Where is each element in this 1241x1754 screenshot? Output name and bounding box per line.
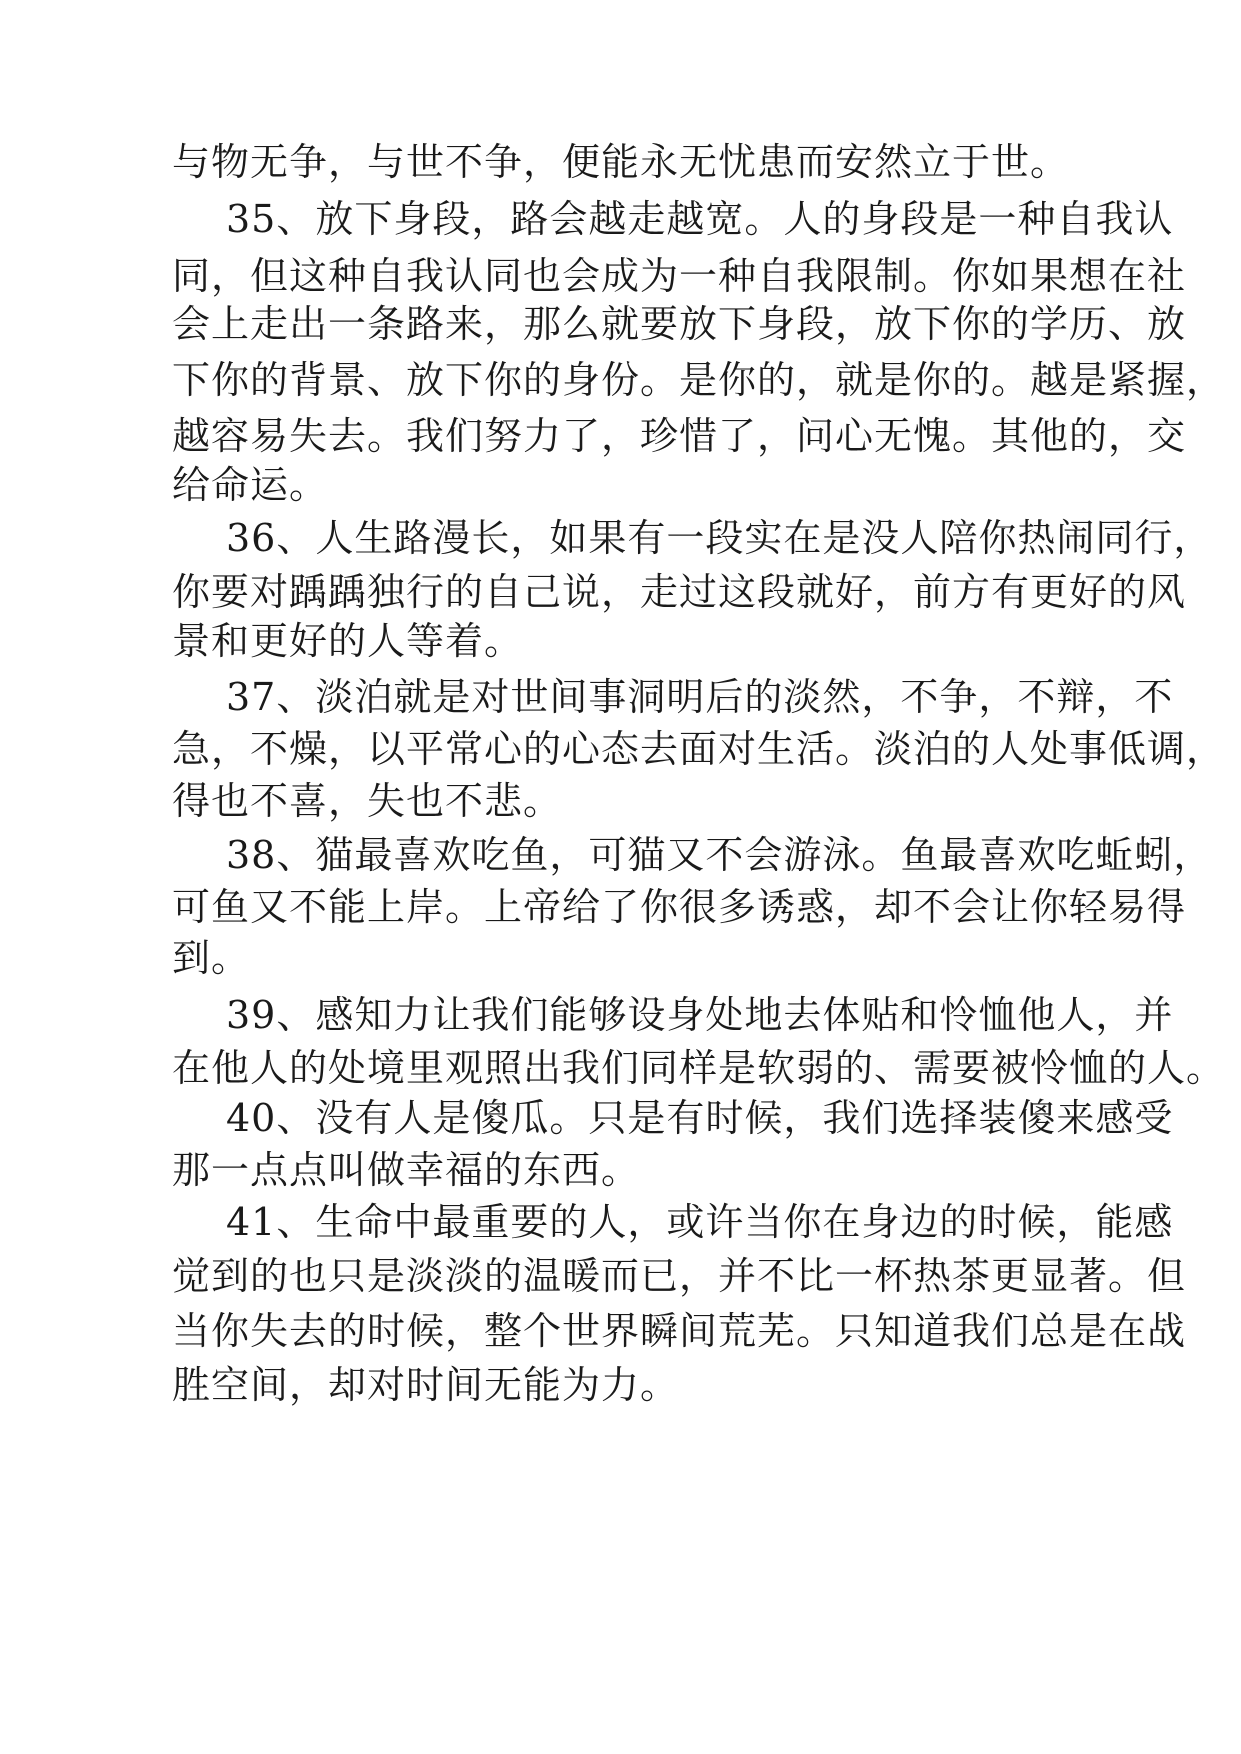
paragraph-first-line: 36、人生路漫长，如果有一段实在是没人陪你热闹同行， xyxy=(226,516,1213,560)
paragraph-first-line: 38、猫最喜欢吃鱼，可猫又不会游泳。鱼最喜欢吃蚯蚓， xyxy=(226,833,1213,877)
text-line: 到。 xyxy=(172,936,251,980)
paragraph-first-line: 35、放下身段，路会越走越宽。人的身段是一种自我认 xyxy=(226,197,1174,241)
text-line: 越容易失去。我们努力了，珍惜了，问心无愧。其他的，交 xyxy=(172,414,1187,458)
text-line: 给命运。 xyxy=(172,463,329,507)
text-line: 下你的背景、放下你的身份。是你的，就是你的。越是紧握， xyxy=(172,358,1226,402)
text-line: 景和更好的人等着。 xyxy=(172,619,524,663)
text-line: 急，不燥，以平常心的心态去面对生活。淡泊的人处事低调， xyxy=(172,727,1226,771)
text-line: 当你失去的时候，整个世界瞬间荒芜。只知道我们总是在战 xyxy=(172,1309,1187,1353)
paragraph-first-line: 41、生命中最重要的人，或许当你在身边的时候，能感 xyxy=(226,1200,1174,1244)
paragraph-first-line: 39、感知力让我们能够设身处地去体贴和怜恤他人，并 xyxy=(226,993,1174,1037)
text-line: 那一点点叫做幸福的东西。 xyxy=(172,1148,641,1192)
text-line: 同，但这种自我认同也会成为一种自我限制。你如果想在社 xyxy=(172,254,1187,298)
text-line: 会上走出一条路来，那么就要放下身段，放下你的学历、放 xyxy=(172,302,1187,346)
text-line: 胜空间，却对时间无能为力。 xyxy=(172,1363,680,1407)
text-line: 可鱼又不能上岸。上帝给了你很多诱惑，却不会让你轻易得 xyxy=(172,885,1187,929)
paragraph-first-line: 40、没有人是傻瓜。只是有时候，我们选择装傻来感受 xyxy=(226,1096,1174,1140)
paragraph-first-line: 37、淡泊就是对世间事洞明后的淡然，不争，不辩，不 xyxy=(226,675,1174,719)
text-line: 在他人的处境里观照出我们同样是软弱的、需要被怜恤的人。 xyxy=(172,1046,1226,1090)
text-line: 你要对踽踽独行的自己说，走过这段就好，前方有更好的风 xyxy=(172,570,1187,614)
text-line: 与物无争，与世不争，便能永无忧患而安然立于世。 xyxy=(172,140,1070,184)
text-line: 得也不喜，失也不悲。 xyxy=(172,779,563,823)
text-line: 觉到的也只是淡淡的温暖而已，并不比一杯热茶更显著。但 xyxy=(172,1254,1187,1298)
